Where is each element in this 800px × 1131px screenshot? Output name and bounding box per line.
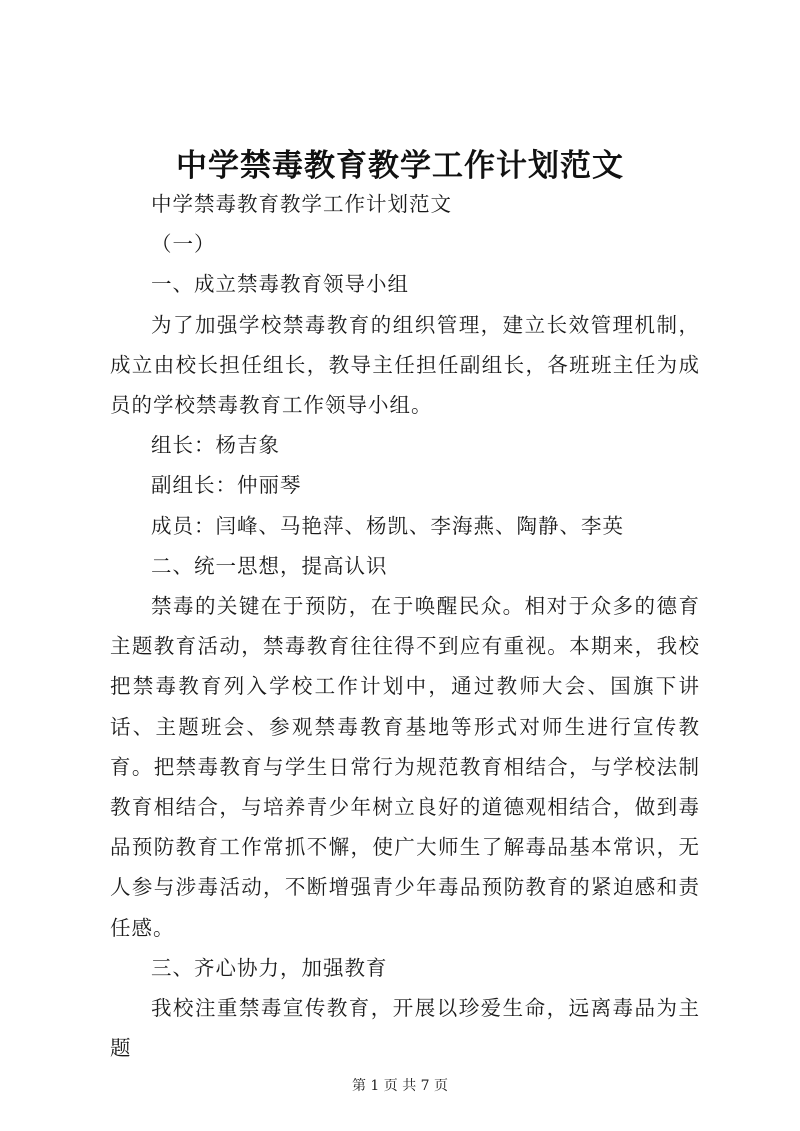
heading-section-2: 二、统一思想，提高认识 bbox=[151, 553, 388, 578]
heading-section-1: 一、成立禁毒教育领导小组 bbox=[151, 272, 409, 297]
document-title: 中学禁毒教育教学工作计划范文 bbox=[176, 148, 624, 184]
document-body bbox=[110, 184, 700, 1068]
paragraph-members: 成员：闫峰、马艳萍、杨凯、李海燕、陶静、李英 bbox=[151, 513, 624, 538]
paragraph-section-number: （一） bbox=[151, 232, 216, 257]
paragraph-subtitle: 中学禁毒教育教学工作计划范文 bbox=[151, 192, 452, 216]
paragraph-leadership-group: 为了加强学校禁毒教育的组织管理，建立长效管理机制，成立由校长担任组长，教导主任担任副组长，各班班主任为成员的学校禁毒教育工作领导小组。 bbox=[110, 312, 700, 418]
heading-section-3: 三、齐心协力，加强教育 bbox=[151, 955, 388, 980]
page-footer bbox=[0, 1075, 800, 1095]
paragraph-education: 我校注重禁毒宣传教育，开展以珍爱生命，远离毒品为主题 bbox=[110, 996, 700, 1061]
paragraph-deputy-leader: 副组长：仲丽琴 bbox=[151, 473, 302, 498]
paragraph-group-leader: 组长：杨吉象 bbox=[151, 433, 280, 458]
paragraph-prevention: 禁毒的关键在于预防，在于唤醒民众。相对于众多的德育主题教育活动，禁毒教育往往得不到应有重视。本期来，我校把禁毒教育列入学校工作计划中，通过教师大会、国旗下讲话、主题班会、参观禁毒教育基地等形式对师生进行宣传教育。把禁毒教育与学生日常行为规范教育相结合，与学校法制教育相结合，与培养青少年树立良好的道德观相结合，做到毒品预防教育工作常抓不懈，使广大师生了解毒品基本常识，无人参与涉毒活动，不断增强青少年毒品预防教育的紧迫感和责任感。 bbox=[110, 594, 700, 940]
page-number: 第 1 页 共 7 页 bbox=[351, 1078, 449, 1094]
